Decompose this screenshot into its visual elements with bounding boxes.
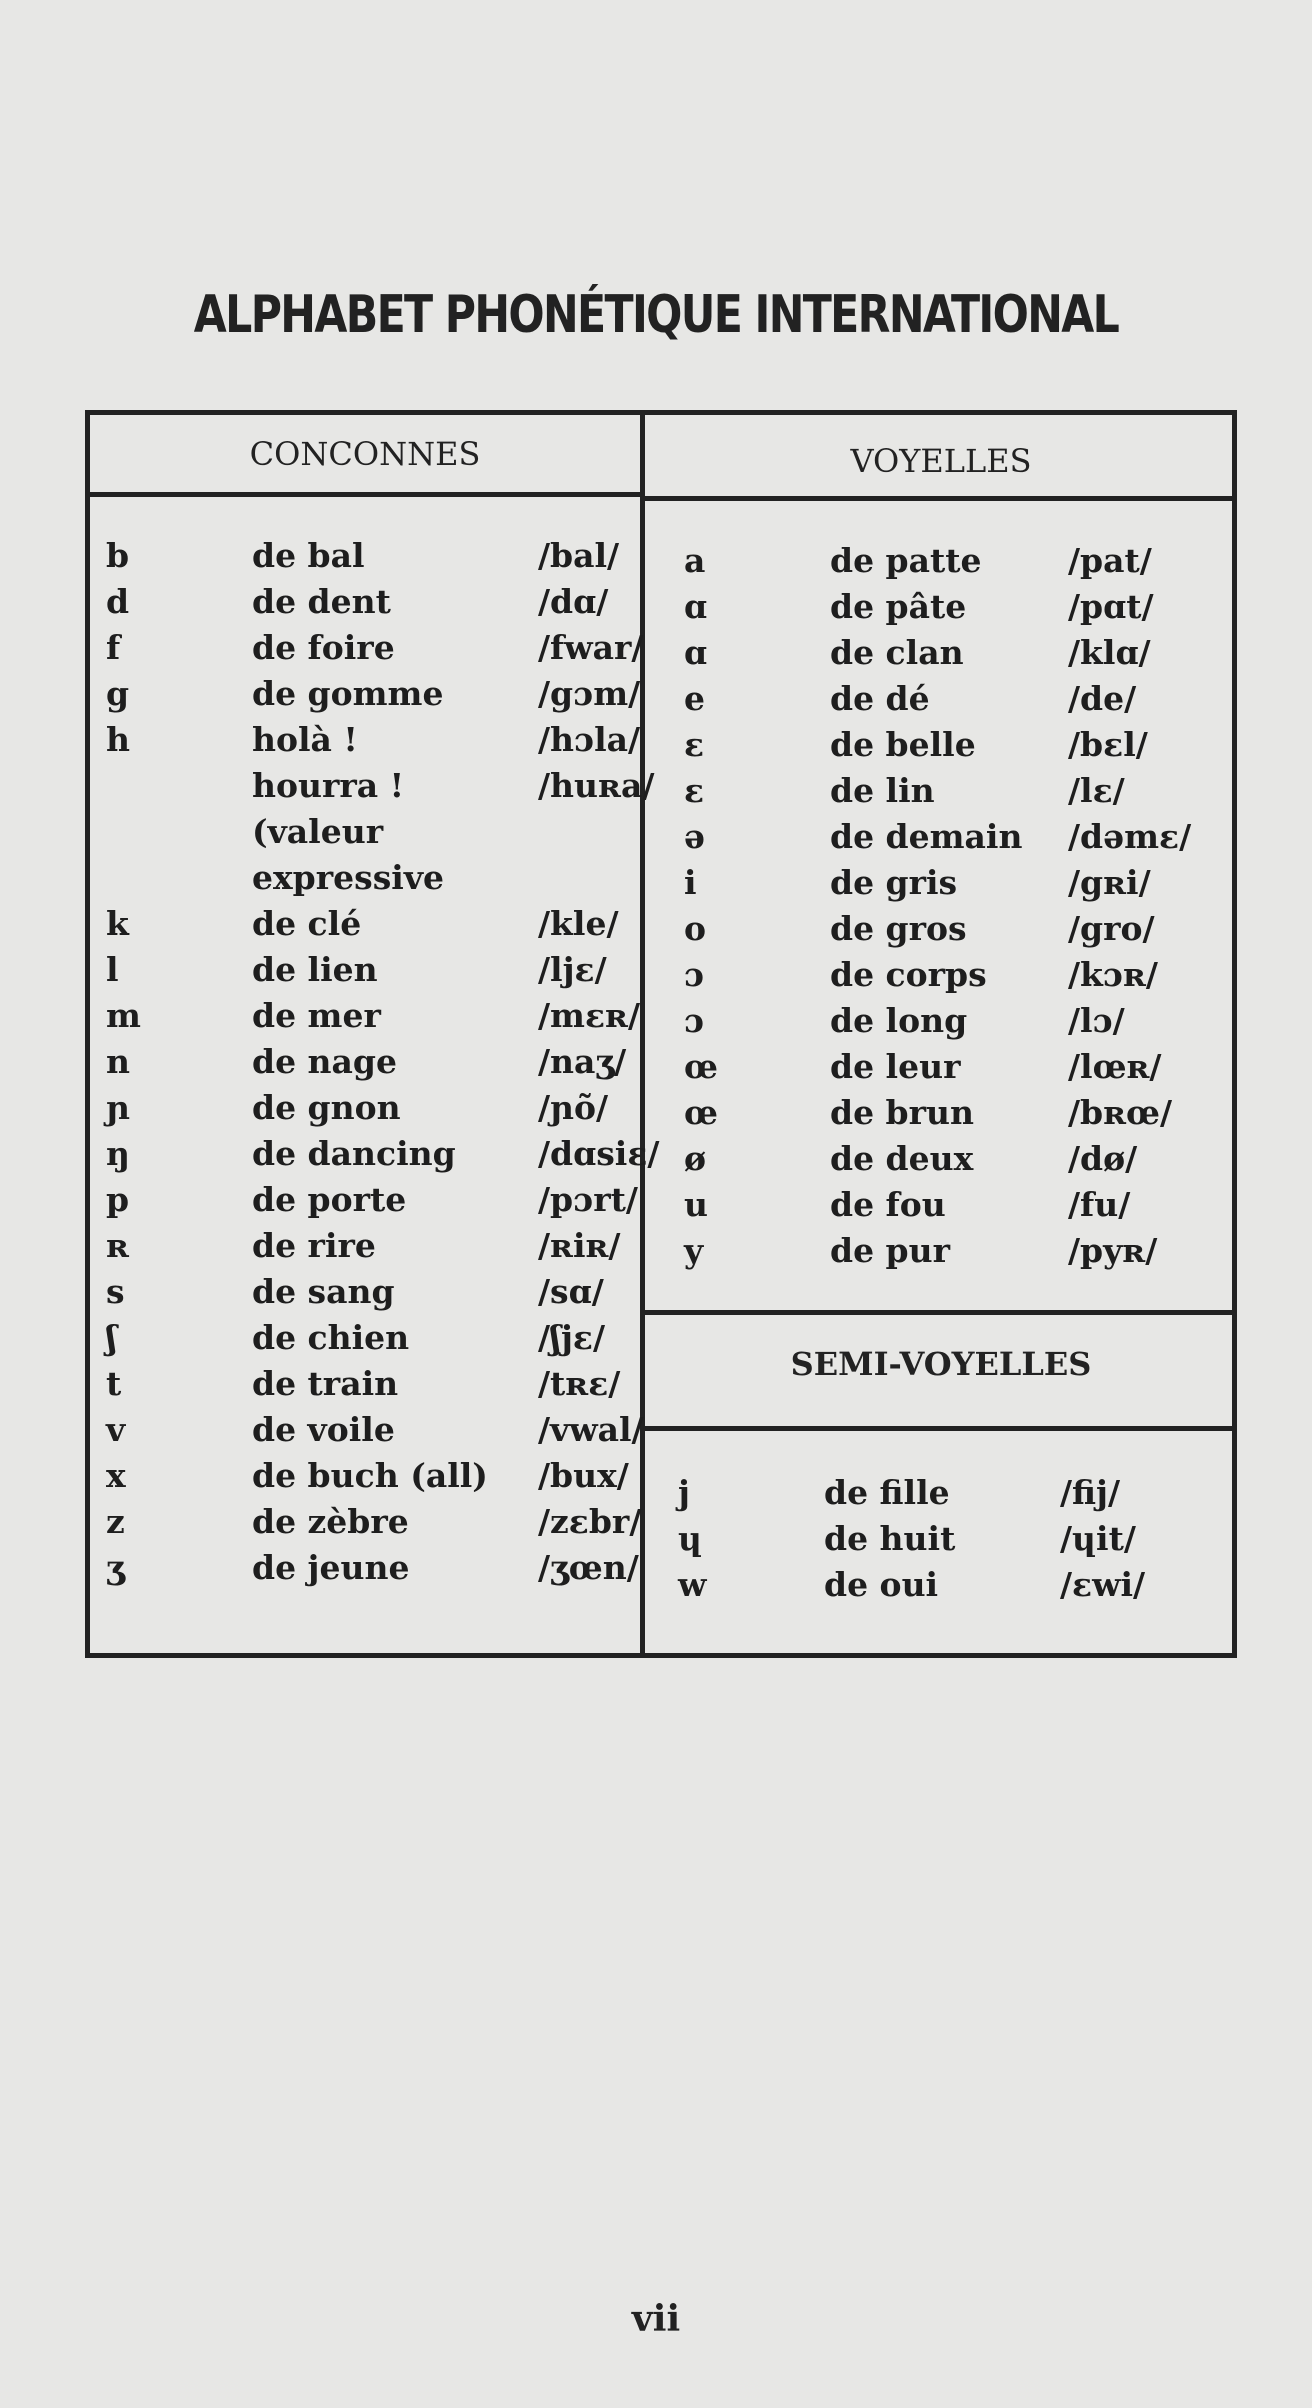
example-word: de buch (all) <box>252 1456 488 1495</box>
transcription: /fu/ <box>1068 1185 1131 1224</box>
table-row <box>684 814 1224 860</box>
voyelles-header: VOYELLES <box>850 442 1032 480</box>
table-row <box>678 1516 1226 1562</box>
phoneme-symbol: f <box>106 628 121 667</box>
transcription: /pat/ <box>1068 541 1152 580</box>
transcription: /lœʀ/ <box>1068 1047 1162 1086</box>
table-row <box>106 1223 636 1269</box>
transcription: /mɛʀ/ <box>538 996 640 1035</box>
example-word: de jeune <box>252 1548 410 1587</box>
example-word: de demain <box>830 817 1023 856</box>
example-word: de nage <box>252 1042 398 1081</box>
table-row <box>106 1085 636 1131</box>
phoneme-symbol: ɛ <box>684 771 705 810</box>
transcription: /sɑ/ <box>538 1272 604 1311</box>
transcription: /ljɛ/ <box>538 950 607 989</box>
example-word: de dent <box>252 582 391 621</box>
example-word: de fou <box>830 1185 946 1224</box>
phoneme-symbol: a <box>684 541 706 580</box>
phoneme-symbol: t <box>106 1364 122 1403</box>
transcription: /lɔ/ <box>1068 1001 1125 1040</box>
phoneme-symbol: v <box>106 1410 126 1449</box>
phoneme-symbol: n <box>106 1042 130 1081</box>
transcription: /pyʀ/ <box>1068 1231 1158 1270</box>
table-row <box>684 952 1224 998</box>
transcription: /huʀa/ <box>538 766 655 805</box>
table-row <box>684 1044 1224 1090</box>
transcription: /kɔʀ/ <box>1068 955 1158 994</box>
example-word: (valeur <box>252 812 384 851</box>
table-row <box>106 533 636 579</box>
transcription: /ɛwi/ <box>1060 1565 1146 1604</box>
transcription: /kle/ <box>538 904 619 943</box>
table-row <box>106 1269 636 1315</box>
table-row <box>684 722 1224 768</box>
table-row <box>684 1136 1224 1182</box>
example-word: de clé <box>252 904 362 943</box>
phoneme-symbol: ɑ <box>684 633 708 672</box>
transcription: /ʒœn/ <box>538 1548 639 1587</box>
phoneme-symbol: ɛ <box>684 725 705 764</box>
table-row <box>106 763 655 809</box>
example-word: de gnon <box>252 1088 401 1127</box>
example-word: de foire <box>252 628 395 667</box>
transcription: /lɛ/ <box>1068 771 1125 810</box>
table-row <box>684 676 1224 722</box>
transcription: /ʃjɛ/ <box>538 1318 606 1357</box>
transcription: /bal/ <box>538 536 620 575</box>
table-row <box>684 1182 1224 1228</box>
transcription: /pɔrt/ <box>538 1180 638 1219</box>
table-row <box>684 538 1224 584</box>
table-row <box>106 1131 660 1177</box>
table-row <box>684 860 1224 906</box>
phoneme-symbol: œ <box>684 1093 718 1132</box>
example-word: de belle <box>830 725 976 764</box>
transcription: /gʀi/ <box>1068 863 1151 902</box>
phoneme-symbol: ɔ <box>684 1001 705 1040</box>
table-row <box>106 625 644 671</box>
example-word: de sang <box>252 1272 395 1311</box>
transcription: /gro/ <box>1068 909 1155 948</box>
transcription: /tʀɛ/ <box>538 1364 621 1403</box>
semi-voyelles-bottom-divider <box>640 1426 1237 1431</box>
transcription: /bʀœ/ <box>1068 1093 1173 1132</box>
phoneme-symbol: œ <box>684 1047 718 1086</box>
example-word: de dé <box>830 679 930 718</box>
table-row <box>684 906 1224 952</box>
example-word: de chien <box>252 1318 410 1357</box>
transcription: /bux/ <box>538 1456 629 1495</box>
table-row <box>678 1470 1226 1516</box>
table-row <box>106 947 636 993</box>
example-word: de patte <box>830 541 982 580</box>
phoneme-symbol: m <box>106 996 141 1035</box>
table-row <box>106 1453 636 1499</box>
transcription: /dəmɛ/ <box>1068 817 1192 856</box>
transcription: /vwal/ <box>538 1410 644 1449</box>
phoneme-symbol: e <box>684 679 705 718</box>
phoneme-symbol: s <box>106 1272 125 1311</box>
semi-voyelles-header: SEMI-VOYELLES <box>790 1345 1092 1383</box>
consonnes-list <box>106 533 660 1591</box>
consonnes-header-divider <box>85 492 645 497</box>
table-row <box>684 584 1224 630</box>
table-row <box>684 998 1224 1044</box>
phoneme-symbol: i <box>684 863 697 902</box>
transcription: /dɑ/ <box>538 582 609 621</box>
example-word: de corps <box>830 955 987 994</box>
semi-voyelles-list <box>678 1470 1226 1608</box>
phoneme-symbol: o <box>684 909 707 948</box>
transcription: /pɑt/ <box>1068 587 1154 626</box>
transcription: /ɲõ/ <box>538 1088 609 1127</box>
example-word: de deux <box>830 1139 974 1178</box>
phoneme-symbol: ŋ <box>106 1134 130 1173</box>
table-row <box>106 717 641 763</box>
table-row <box>106 579 636 625</box>
transcription: /gɔm/ <box>538 674 641 713</box>
phoneme-symbol: z <box>106 1502 125 1541</box>
table-row <box>684 630 1224 676</box>
phoneme-symbol: b <box>106 536 130 575</box>
phoneme-symbol: w <box>678 1565 707 1604</box>
page-number: vii <box>631 2298 681 2340</box>
table-row <box>106 809 636 855</box>
table-row <box>106 993 640 1039</box>
example-word: de huit <box>824 1519 956 1558</box>
example-word: de lien <box>252 950 378 989</box>
transcription: /naʒ/ <box>538 1042 627 1081</box>
example-word: de oui <box>824 1565 939 1604</box>
table-row <box>684 1090 1224 1136</box>
table-row <box>684 1228 1224 1274</box>
example-word: expressive <box>252 858 444 897</box>
table-row <box>106 1407 644 1453</box>
example-word: de fille <box>824 1473 950 1512</box>
example-word: de voile <box>252 1410 395 1449</box>
example-word: de pâte <box>830 587 967 626</box>
phoneme-symbol: k <box>106 904 129 943</box>
example-word: de leur <box>830 1047 961 1086</box>
phoneme-symbol: g <box>106 674 130 713</box>
column-divider <box>640 410 645 1658</box>
example-word: de rire <box>252 1226 376 1265</box>
example-word: de lin <box>830 771 935 810</box>
phoneme-symbol: p <box>106 1180 130 1219</box>
example-word: de bal <box>252 536 365 575</box>
transcription: /ɥit/ <box>1060 1519 1136 1558</box>
example-word: de train <box>252 1364 399 1403</box>
example-word: de porte <box>252 1180 407 1219</box>
table-row <box>106 1315 636 1361</box>
transcription: /bɛl/ <box>1068 725 1148 764</box>
phoneme-symbol: x <box>106 1456 126 1495</box>
transcription: /dø/ <box>1068 1139 1138 1178</box>
table-row <box>106 1177 636 1223</box>
phoneme-symbol: l <box>106 950 119 989</box>
example-word: de gomme <box>252 674 444 713</box>
phoneme-symbol: ø <box>684 1139 707 1178</box>
table-row <box>106 855 636 901</box>
example-word: de zèbre <box>252 1502 409 1541</box>
transcription: /ʀiʀ/ <box>538 1226 621 1265</box>
transcription: /fij/ <box>1060 1473 1121 1512</box>
phoneme-symbol: ə <box>684 817 705 856</box>
voyelles-list <box>684 538 1224 1274</box>
table-row <box>106 1499 642 1545</box>
table-row <box>106 671 641 717</box>
transcription: /dɑsiɛ/ <box>538 1134 660 1173</box>
transcription: /de/ <box>1068 679 1137 718</box>
table-row <box>106 901 636 947</box>
example-word: hourra ! <box>252 766 405 805</box>
transcription: /hɔla/ <box>538 720 641 759</box>
phoneme-symbol: ɲ <box>106 1088 130 1127</box>
example-word: de dancing <box>252 1134 456 1173</box>
phoneme-symbol: j <box>678 1473 690 1512</box>
example-word: de pur <box>830 1231 951 1270</box>
transcription: /zɛbr/ <box>538 1502 642 1541</box>
table-row <box>106 1039 636 1085</box>
phoneme-symbol: ʒ <box>106 1548 125 1587</box>
voyelles-header-divider <box>640 496 1237 501</box>
table-row <box>684 768 1224 814</box>
example-word: de mer <box>252 996 381 1035</box>
transcription: /fwar/ <box>538 628 644 667</box>
table-row <box>678 1562 1226 1608</box>
phoneme-symbol: h <box>106 720 130 759</box>
phoneme-symbol: ɑ <box>684 587 708 626</box>
semi-voyelles-top-divider <box>640 1310 1237 1315</box>
consonnes-header: CONCONNES <box>249 435 481 473</box>
example-word: de clan <box>830 633 964 672</box>
page-title: ALPHABET PHONÉTIQUE INTERNATIONAL <box>193 285 1119 345</box>
phoneme-symbol: ɔ <box>684 955 705 994</box>
table-row <box>106 1545 639 1591</box>
phoneme-symbol: u <box>684 1185 708 1224</box>
transcription: /klɑ/ <box>1068 633 1151 672</box>
phoneme-symbol: ʃ <box>106 1318 117 1357</box>
example-word: de gros <box>830 909 967 948</box>
phoneme-symbol: d <box>106 582 130 621</box>
example-word: de gris <box>830 863 958 902</box>
example-word: de brun <box>830 1093 975 1132</box>
phoneme-symbol: ʀ <box>106 1226 129 1265</box>
example-word: de long <box>830 1001 968 1040</box>
table-row <box>106 1361 636 1407</box>
example-word: holà ! <box>252 720 358 759</box>
phoneme-symbol: y <box>684 1231 704 1270</box>
phoneme-symbol: ɥ <box>678 1519 702 1558</box>
